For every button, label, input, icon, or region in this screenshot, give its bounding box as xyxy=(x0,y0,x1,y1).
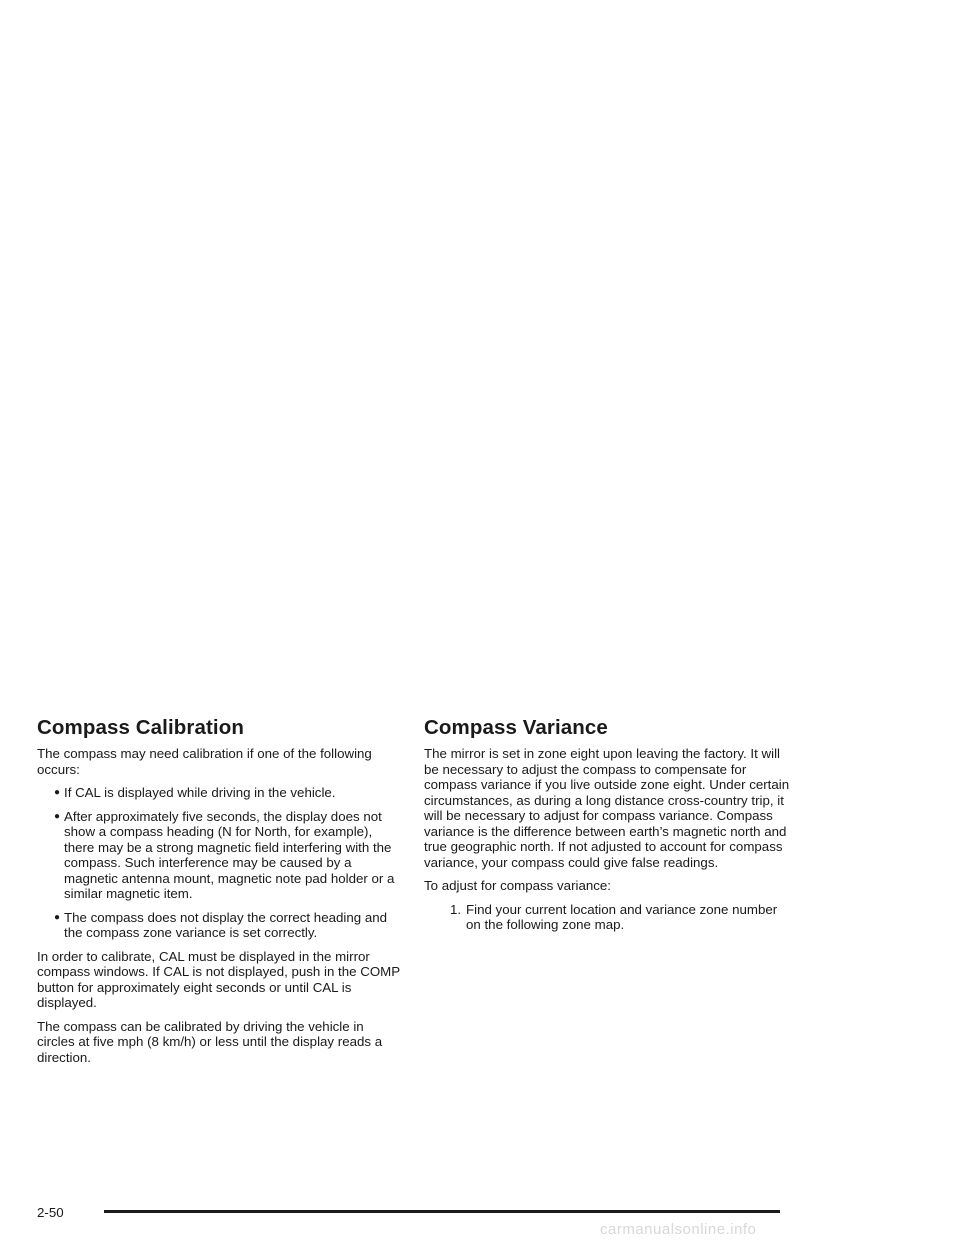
list-item-text: After approximately five seconds, the display does not show a compass heading (N for North, for example), there may be a strong magnetic field interfering with the compass. Such interference may be caused by a magnetic antenna mount, magnetic note pad holder or a similar magnetic item. xyxy=(64,808,395,901)
steps-list xyxy=(424,902,794,933)
footer-divider xyxy=(104,1210,780,1213)
intro-paragraph: The compass may need calibration if one of the following occurs: xyxy=(37,746,372,777)
adjust-intro-paragraph: To adjust for compass variance: xyxy=(424,878,611,893)
conditions-list xyxy=(37,785,402,941)
compass-calibration-section xyxy=(37,716,402,1073)
list-item xyxy=(424,902,794,933)
list-item-text: The compass does not display the correct heading and the compass zone variance is set correctly. xyxy=(64,909,388,940)
watermark: carmanualsonline.info xyxy=(600,1221,757,1238)
page-number: 2-50 xyxy=(37,1205,64,1220)
bullet-icon: ● xyxy=(54,810,61,822)
section-heading: Compass Variance xyxy=(424,716,608,739)
list-item-text: If CAL is displayed while driving in the vehicle. xyxy=(64,785,336,800)
bullet-icon: ● xyxy=(54,787,61,798)
variance-paragraph: The mirror is set in zone eight upon leaving the factory. It will be necessary to adjust the compass to compensate for compass variance if you live outside zone eight. Under certain circumstances, as during a long distance cross-country trip, it will be necessary to adjust for compass variance. Compass variance is the difference between earth’s magnetic north and true geographic north. If not adjusted to account for compass variance, your compass could give false readings. xyxy=(424,746,790,870)
calibrate-paragraph: In order to calibrate, CAL must be displayed in the mirror compass windows. If CAL is not displayed, push in the COMP button for approximately eight seconds or until CAL is displayed. xyxy=(37,948,400,1010)
driving-paragraph: The compass can be calibrated by driving the vehicle in circles at five mph (8 km/h) or less until the display reads a direction. xyxy=(37,1018,383,1065)
step-text: Find your current location and variance zone number on the following zone map. xyxy=(466,901,778,932)
step-number: 1. xyxy=(450,901,462,917)
compass-variance-section xyxy=(424,716,794,933)
list-item xyxy=(37,785,402,801)
list-item xyxy=(37,809,402,902)
bullet-icon: ● xyxy=(54,911,61,923)
section-heading: Compass Calibration xyxy=(37,716,244,739)
list-item xyxy=(37,910,402,941)
